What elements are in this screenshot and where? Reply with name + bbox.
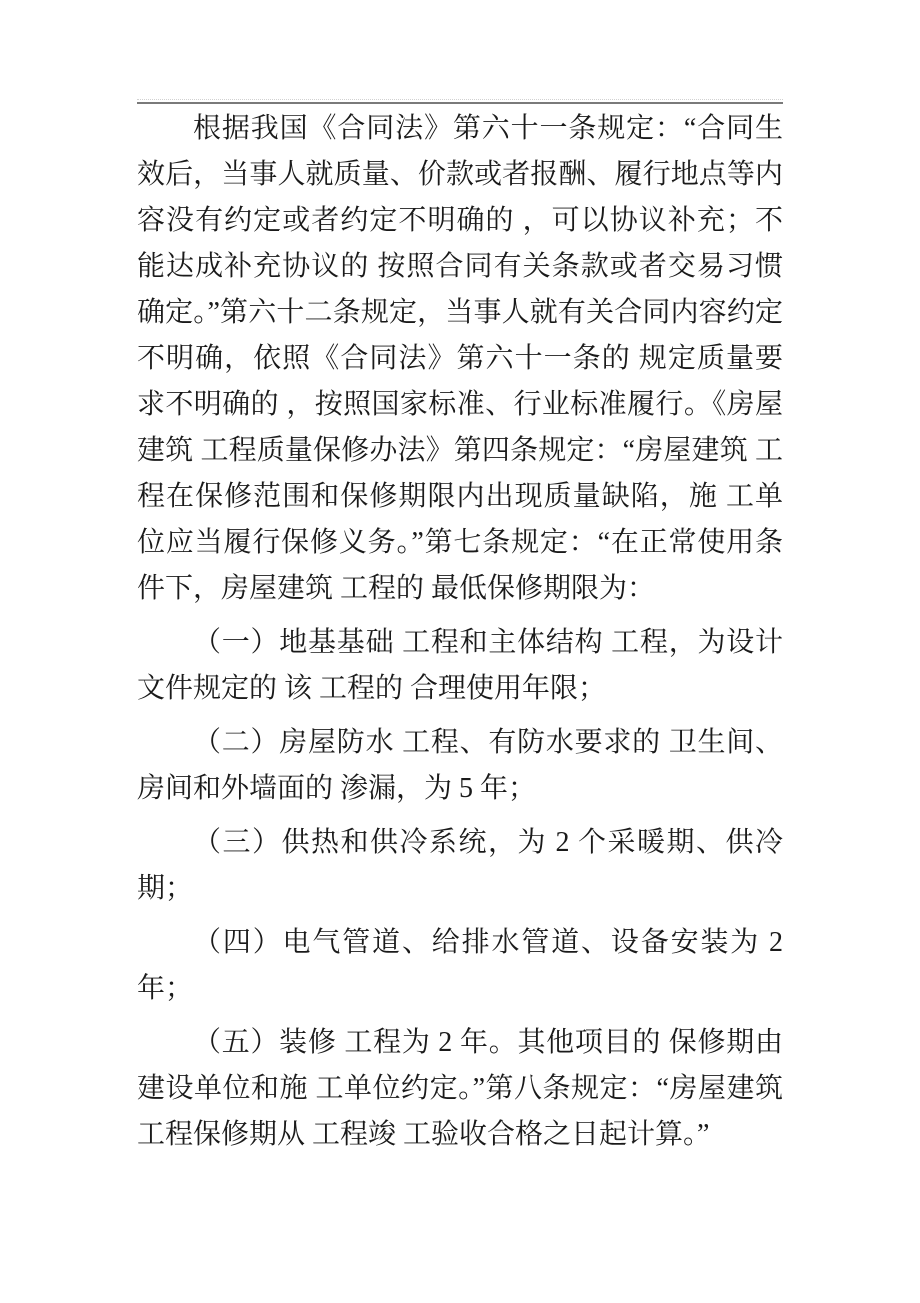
paragraph-item-5: （五）装修 工程为 2 年。其他项目的 保修期由建设单位和施 工单位约定。”第八条规定：“房屋建筑 工程保修期从 工程竣 工验收合格之日起计算。” xyxy=(137,1027,783,1150)
header-separator-line xyxy=(137,99,783,104)
paragraph-legal-basis: 根据我国《合同法》第六十一条规定：“合同生效后，当事人就质量、价款或者报酬、履行地点等内容没有约定或者约定不明确的 ，可以协议补充；不能达成补充协议的 按照合同有关条款或者交易习惯确定。”第六十二条规定，当事人就有关合同内容约定不明确，依照《合同法》第六十一条的 规定质量要求不明确的 ，按照国家标准、行业标准履行。《房屋建筑 工程质量保修办法》第四条规定：“房屋建筑 工程在保修范围和保修期限内出现质量缺陷，施 工单位应当履行保修义务。”第七条规定：“在正常使用条件下，房屋建筑 工程的 最低保修期限为： xyxy=(137,113,783,604)
paragraph-item-3: （三）供热和供冷系统，为 2 个采暖期、供冷期； xyxy=(137,827,783,904)
paragraph-item-2: （二）房屋防水 工程、有防水要求的 卫生间、房间和外墙面的 渗漏，为 5 年； xyxy=(137,727,783,804)
paragraph-item-4: （四）电气管道、给排水管道、设备安装为 2 年； xyxy=(137,927,783,1004)
paragraph-item-1: （一）地基基础 工程和主体结构 工程，为设计文件规定的 该 工程的 合理使用年限； xyxy=(137,627,783,704)
document-body xyxy=(137,106,783,1166)
